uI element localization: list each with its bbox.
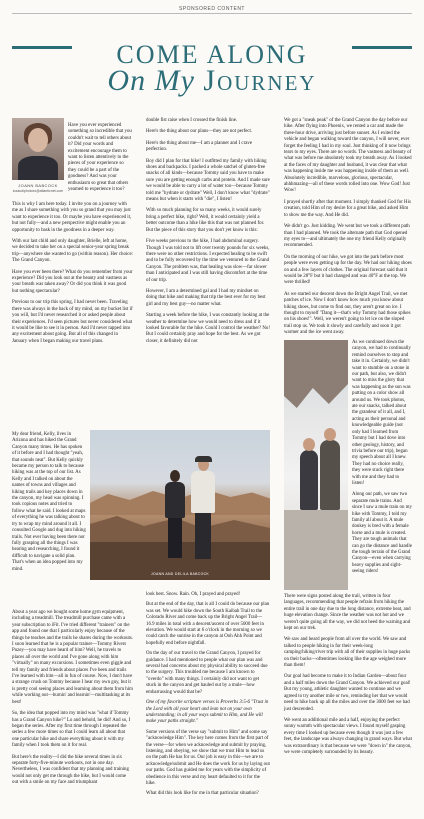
- paragraph: With our last child and only daughter, Brielle, left at home, we decided to take her on a special senior-year spring break trip—anywhere she wanted to go (within reason). Her choice: The Grand Canyon.: [12, 239, 134, 264]
- paragraph: On the morning of our hike, we got into the park before most people were even getting up for the day. We had our hiking shoes on and a few layers of clothes. The original forecast said that it would be 28°F but it had changed and was 40°F at the top. We were thrilled!: [284, 254, 412, 286]
- paragraph: So, the idea that popped into my mind was "what if Tommy has a Grand Canyon hike?" Lo and behold, he did! And so, I began the series. After my first time through I repeated the series a few more times so that I could learn all about that one particular hike and share everything about it with my family when I took them on it for real.: [12, 711, 131, 749]
- column-2-top: [146, 118, 270, 350]
- author-name: JOANN BABCOCK: [18, 183, 58, 188]
- paragraph: I prayed shortly after that moment. I simply thanked God for His creation, told Him of my desire for a great hike, and asked Him to show me the way. And He did.: [284, 199, 411, 218]
- column-3-top: [284, 118, 412, 342]
- title-line-2: [0, 64, 424, 98]
- intro-column: [68, 118, 133, 198]
- column-2-bottom: [146, 592, 270, 798]
- man-body: [191, 471, 215, 513]
- sponsored-label: SPONSORED CONTENT: [178, 6, 245, 12]
- author-email: lozaudiphotoxx@atlanticnet.com: [12, 189, 64, 193]
- paragraph: On the day of our travel to the Grand Canyon, I prayed for guidance. I had mentioned to people what our plan was and several had concerns about my physical ability to succeed due to the surgery. This troubled me because I am known to "overdo" with many things. I certainly did not want to get stuck in the canyon and get hauled out by a mule—how embarrassing would that be?: [146, 651, 268, 695]
- paragraph: Along our path, we saw two separate mule trains. And since I saw a mule train on my hike with Tommy, I told my family all about it. A mule donkey is bred with a female horse and a mule is created. They are tough animals that can go the distance and handle the tough terrain of the Grand Canyon—even when carrying heavy supplies and sight-seeing riders!: [352, 492, 412, 575]
- paragraph: As we continued down the canyon, we had to continually remind ourselves to stop and take it in. Certainly, we didn't want to stumble on a stone in our path, but also, we didn't want to miss the glory that was happening as the sun was putting on a color show all around us. We took photos, ate our snacks, talked about the grandeur of it all, and I, acting as their personal and knowledgeable guide (not only had I learned from Tommy but I had dove into other geology, history, and trivia before our trip), began my speech about all I knew. They had no choice really, they were stuck right there with me and they had to listen!: [352, 340, 411, 486]
- paragraph: Our goal had become to make it to Indian Garden—about four and a half miles down the Grand Canyon. We achieved our goal! But my young, athletic daughter wanted to continue and we agreed to try another mile or two, reminding her that we would need to hike back up all the miles and over the 3000 feet we had just descended.: [284, 674, 411, 712]
- paragraph: We went an additional mile and a half, enjoying the perfect sunny warmth with spectacular views. I found myself gasping every time I looked up because even though it was just a few feet, the landscape was always changing in grand ways. But what was extraordinary is that because we were "down in" the canyon, we were completely surrounded by its beauty.: [284, 717, 412, 755]
- paragraph: Here's the thing about me—I am a planner and I crave perfection.: [146, 140, 252, 153]
- column-3-middle: [352, 340, 412, 576]
- snow-photo: [284, 340, 348, 590]
- title-line-1: COME ALONG: [116, 40, 308, 69]
- paragraph: double fist raise when I crossed the finish line.: [146, 118, 238, 123]
- paragraph: We got a "sneak peak" of the Grand Canyon the day before our hike. After flying into Phoenix, we rented a car and made the three-hour drive, arriving just before sunset. As I exited the vehicle and began walking toward the canyon, I will never, ever forget the feeling I had in my soul. Just thinking of it now brings tears to my eyes. There are no words. The vastness and beauty of what was before me absolutely took my breath away. As I looked at the faces of my daughter and husband, it was clear that what was happening inside me was happening inside of them as well. Absolutely incredible, marvelous, glorious, spectacular, ahhhmazing—all of these words rolled into one. Wow God! Just Wow!: [284, 118, 412, 194]
- snow-photo-rock: [284, 340, 348, 420]
- photo-man: [188, 458, 218, 562]
- snow-photo-head-2: [324, 428, 336, 441]
- paragraph: Previous to our trip this spring, I had never been. Traveling there was always in the back of my mind, on my bucket list if you will, but I'd never researched it or asked people about their experiences. I'd seen pictures but never considered what it would be like to see it in person. And I'd never tapped into any excitement about going. But all of this changed in January when I began making our travel plans.: [12, 300, 133, 344]
- top-rule: [12, 13, 412, 14]
- snow-photo-person-2: [320, 440, 340, 510]
- paragraph: look best. Snow. Rain. Oh, I prayed and prayed!: [146, 592, 241, 597]
- woman-legs: [168, 518, 182, 558]
- column-1-middle: [12, 432, 86, 573]
- woman-head: [170, 470, 180, 482]
- canyon-photo: [90, 430, 270, 580]
- column-1-top: [12, 202, 133, 350]
- paragraph: Have you ever been there? What do you remember from your experience? Did you look out at the beauty and vastness as your breath was taken away? Or did you think it was good but nothing spectacular?: [12, 269, 133, 294]
- paragraph: There were signs posted along the trail, written in four languages, recommending that people refrain from hiking the entire trail in one day due to the long distance, extreme heat, and huge elevation change. Since the weather was not hot and we weren't quite going all the way, we did not heed the warning and kept on our trek.: [284, 594, 411, 632]
- paragraph: We saw and heard people from all over the world. We saw and talked to people hiking in for their week-long camping/hiking/river trip with all of their supplies in huge packs on their backs—oftentimes looking like the age weighed more than them!: [284, 637, 411, 669]
- paragraph: About a year ago we bought some home gym equipment, including a treadmill. The treadmill purchase came with a year subscription to iFit. I've tried different "trainers" on the app and found one that I particularly enjoy because of the things he teaches and the trails he shares during the workouts. I soon learned that he is a popular trainer—Tommy Rivers Puzey—you may have heard of him? Well, he travels to places all over the world and I've gone along with him "virtually" on many excursions. I sometimes even giggle and tell my family and friends about places I've been and trails I've learned with him—all in fun of course. Now, I don't have a strange crush on Tommy because I hear my own guy, but it is pretty cool seeing places and learning about them from him while working out—burnin' and learnin'—multitasking at its best!: [12, 610, 134, 705]
- paragraph: What did this look like for me in that particular situation?: [146, 791, 259, 797]
- paragraph: Five weeks previous to the hike, I had abdominal surgery. Though I was told not to lift over twenty pounds for six weeks, there were no other restrictions. I expected healing to be swift and to be fully recovered by the time we ventured to the Grand Canyon. The problem was, that healing was slow—far slower than I anticipated and I was still having discomfort at the time of our trip.: [146, 239, 270, 283]
- paragraph: Here's the thing about our plans—they are not perfect.: [146, 129, 253, 135]
- paragraph: As we started our descent down the Bright Angel Trail, we met patches of ice. Now I don't know how much you know about hiking shoes, but come to find out, they aren't great on ice. I thought to myself "Dang it—that's why Tommy had those spikes on his shoes!". Well, we weren't going to let ice on the sloped trail stop us. We took it slowly and carefully and soon it got warmer and the ice went away.: [284, 291, 411, 336]
- paragraph: Boy did I plan for that hike! I outfitted my family with hiking shoes and backpacks. I packed a whole satchel of gluten-free snacks of all kinds—because Tommy said you have to make sure you are getting enough carbs and protein. And I made sure we would be able to carry a lot of water too—because Tommy told me "hydrate or dydrate" Well, I don't know what "dydrate" means but when it starts with "die", I listen!: [146, 158, 270, 203]
- paragraph: My dear friend, Kelly, lives in Arizona and has hiked the Grand Canyon many times. He has spoken of it before and I had thought "yeah, that sounds neat". But Kelly quickly became my person to talk to because hiking was at the top of our list. As Kelly and I talked on about the names of towns and villages and hiking trails and key places down in the canyon, my head was spinning. I took copious notes and tried to follow what he said. I looked at maps of everything he was talking about to try to wrap my mind around it all. I consulted Google and dug into hiking trails. Not ever having been there nor fully grasping all the things I was hearing and researching, I found it difficult to navigate a solid plan. That's when an idea popped into my mind.: [12, 432, 86, 572]
- snow-photo-person-1: [300, 450, 318, 510]
- man-legs: [195, 513, 211, 559]
- title-line-2-italic: On My: [107, 64, 195, 97]
- woman-body: [165, 482, 185, 518]
- paragraph: But here's the reality—I did the hike several times in six separate forty-five-minute workouts, not in one day. Nevertheless, I was confident that my planning and training would not only get me through the hike, but I would come out with a smile on my face and triumphant: [12, 754, 129, 786]
- photo-woman: [162, 470, 188, 562]
- paragraph: With so much planning for so many weeks, it would surely bring a perfect hike, right? Well, it would certainly yield a better outcome than a hike like this that was not planned for. But the piece of this story that you don't yet know is this:: [146, 208, 265, 233]
- paragraph: But at the end of the day, that is all I could do because our plan was set. We would hike down the South Kaibab Trail to the Colorado River and come back up the Bright Angel Trail—16.9 miles in total with a descent/ascent of over 5000 feet in elevation. We would start at 6 o'clock in the morning so we could catch the sunrise in the canyon at Ooh Ahh Point and hopefully end before nightfall.: [146, 602, 270, 646]
- title-line-2-smallcaps: Journey: [203, 64, 317, 97]
- author-face: [28, 128, 48, 152]
- paragraph: This is why I am here today. I invite you on a journey with me as I share something with you so grand that you may just want to experience it too. Or maybe you have experienced it, but not fully—and a new perspective might enable you an opportunity to bask in the goodness in a deeper way.: [12, 202, 132, 233]
- paragraph: Some versions of the verse say "submit to Him" and some say "acknowledge Him". The key here comes from the first part of the verse—for when we acknowledge and submit by praying, listening, and obeying, we show that we trust Him to lead us on the path He has for us. Our job is easy in this—we are to acknowledge/submit and He does the work for us by laying out our paths. God has guided me for years with the simplicity of obedience in this verse and my heart defaulted to it for the hike.: [146, 729, 270, 786]
- column-3-bottom: [284, 594, 412, 756]
- snow-photo-ground: [284, 510, 348, 590]
- man-hat: [195, 456, 212, 462]
- author-photo: [12, 118, 64, 180]
- photo-caption: JOANN AND DELILA BABCOCK: [150, 572, 210, 576]
- snow-photo-head-1: [303, 438, 315, 451]
- column-1-bottom: [12, 610, 133, 787]
- paragraph: Starting a week before the hike, I was constantly looking at the weather to determine how we would need to dress and if it looked favorable for the hike. Could I control the weather? No! But I could certainly pray and hope for the best. As we got closer, it definitely did not: [146, 313, 270, 344]
- intro-paragraph: Have you ever experienced something so incredible that you couldn't wait to tell others about it? Did your words and excitement encourage them to want to listen attentively to the pieces of your experience so they could be a part of the goodness? And was your enthusiasm so great that others yearned to experience it too?: [68, 122, 132, 192]
- paragraph: However, I am a determined gal and I had my mindset on doing that hike and making that trip the best ever for my best girl and my best guy—no matter what.: [146, 288, 266, 307]
- paragraph: One of my favorite scripture verses is Proverbs 3:5-6 "Trust in the Lord with all your heart and lean not on your own understanding; in all your ways submit to Him, and He will make your paths straight.": [146, 700, 269, 725]
- author-body: [18, 156, 58, 180]
- paragraph: We didn't go. Just kidding. We went but we took a different path than I had planned. We took the alternate path that God opened my eyes to—and ultimately the one my friend Kelly originally recommended.: [284, 224, 410, 249]
